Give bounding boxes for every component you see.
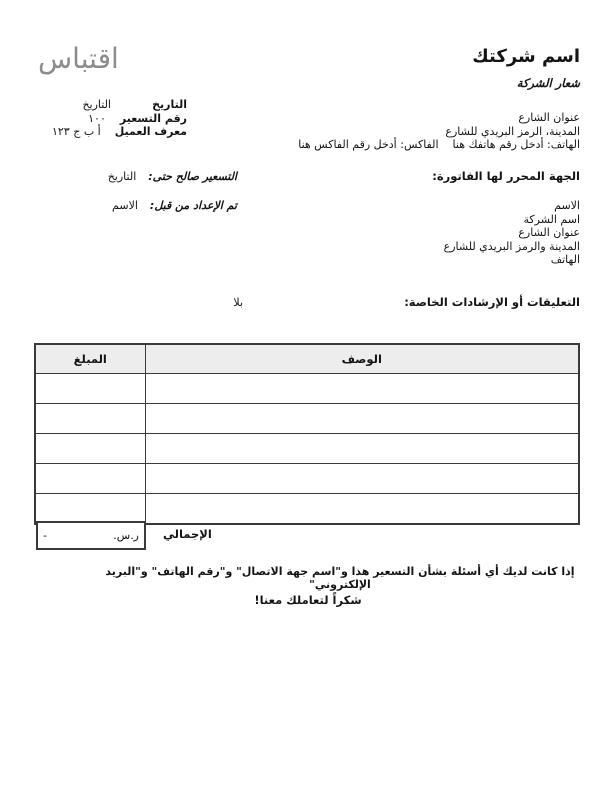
quote-valid-value: التاريخ <box>107 170 137 183</box>
customer-id-value: أ ب ج ١٢٣ <box>51 125 101 138</box>
quote-valid-label: التسعير صالح حتى: <box>148 170 237 183</box>
item-row <box>35 404 579 434</box>
item-description-cell <box>145 464 579 494</box>
total-currency: ر.س. <box>113 529 139 542</box>
bill-to-street: عنوان الشارع <box>518 226 580 240</box>
total-amount-cell <box>36 521 146 550</box>
company-name: اسم شركتك <box>472 46 580 67</box>
quote-meta <box>52 98 187 139</box>
items-table <box>34 343 580 525</box>
meta-row-date <box>52 98 187 112</box>
company-address <box>298 111 580 152</box>
item-row <box>35 434 579 464</box>
footer-questions-line: إذا كانت لديك أي أسئلة بشأن التسعير هذا و"اسم جهة الاتصال" و"رقم الهاتف" و"البريد الإلكتروني" <box>105 565 575 591</box>
prepared-by-label: تم الإعداد من قبل: <box>149 199 237 212</box>
bill-to-city-zip: المدينة والرمز البريدي للشارع <box>443 239 580 253</box>
quote-number-value: ١٠٠ <box>88 111 106 125</box>
description-column-header: الوصف <box>145 344 579 374</box>
bill-to-address <box>444 199 580 267</box>
quote-valid-row <box>108 170 237 183</box>
company-street: عنوان الشارع <box>518 111 580 124</box>
item-amount-cell <box>35 494 145 525</box>
prepared-by-row <box>112 199 237 212</box>
date-value: التاريخ <box>82 98 111 111</box>
item-amount-cell <box>35 374 145 404</box>
customer-id-label: معرف العميل <box>114 125 187 138</box>
company-fax: الفاكس: أدخل رقم الفاكس هنا <box>298 138 439 151</box>
company-phone: الهاتف: أدخل رقم هاتفك هنا <box>452 138 580 151</box>
meta-row-quote-number <box>52 112 187 126</box>
meta-row-customer-id <box>52 125 187 139</box>
item-row <box>35 494 579 525</box>
company-phone-fax <box>298 138 580 152</box>
company-city-zip: المدينة، الرمز البريدي للشارع <box>445 124 580 138</box>
item-row <box>35 374 579 404</box>
bill-to-phone: الهاتف <box>550 253 580 267</box>
comments-value: بلا <box>233 296 243 309</box>
quote-title: اقتباس <box>38 42 119 75</box>
item-description-cell <box>145 404 579 434</box>
date-label: التاريخ <box>152 98 187 111</box>
items-header-row <box>35 344 579 374</box>
item-amount-cell <box>35 404 145 434</box>
item-amount-cell <box>35 464 145 494</box>
bill-to-company: اسم الشركة <box>523 212 580 226</box>
quote-number-label: رقم التسعير <box>119 111 187 125</box>
item-description-cell <box>145 434 579 464</box>
item-description-cell <box>145 494 579 525</box>
comments-label: التعليقات أو الإرشادات الخاصة: <box>404 295 580 309</box>
item-row <box>35 464 579 494</box>
item-description-cell <box>145 374 579 404</box>
amount-column-header: المبلغ <box>35 344 145 374</box>
item-amount-cell <box>35 434 145 464</box>
bill-to-name: الاسم <box>554 199 580 212</box>
bill-to-heading: الجهة المحرر لها الفاتورة: <box>432 169 580 183</box>
company-logo-text: شعار الشركة <box>516 76 580 90</box>
prepared-by-value: الاسم <box>112 199 138 212</box>
total-label: الإجمالي <box>163 527 212 541</box>
footer-thank-you-line: شكراً لتعاملك معنا! <box>254 593 362 607</box>
total-value: - <box>43 529 47 542</box>
